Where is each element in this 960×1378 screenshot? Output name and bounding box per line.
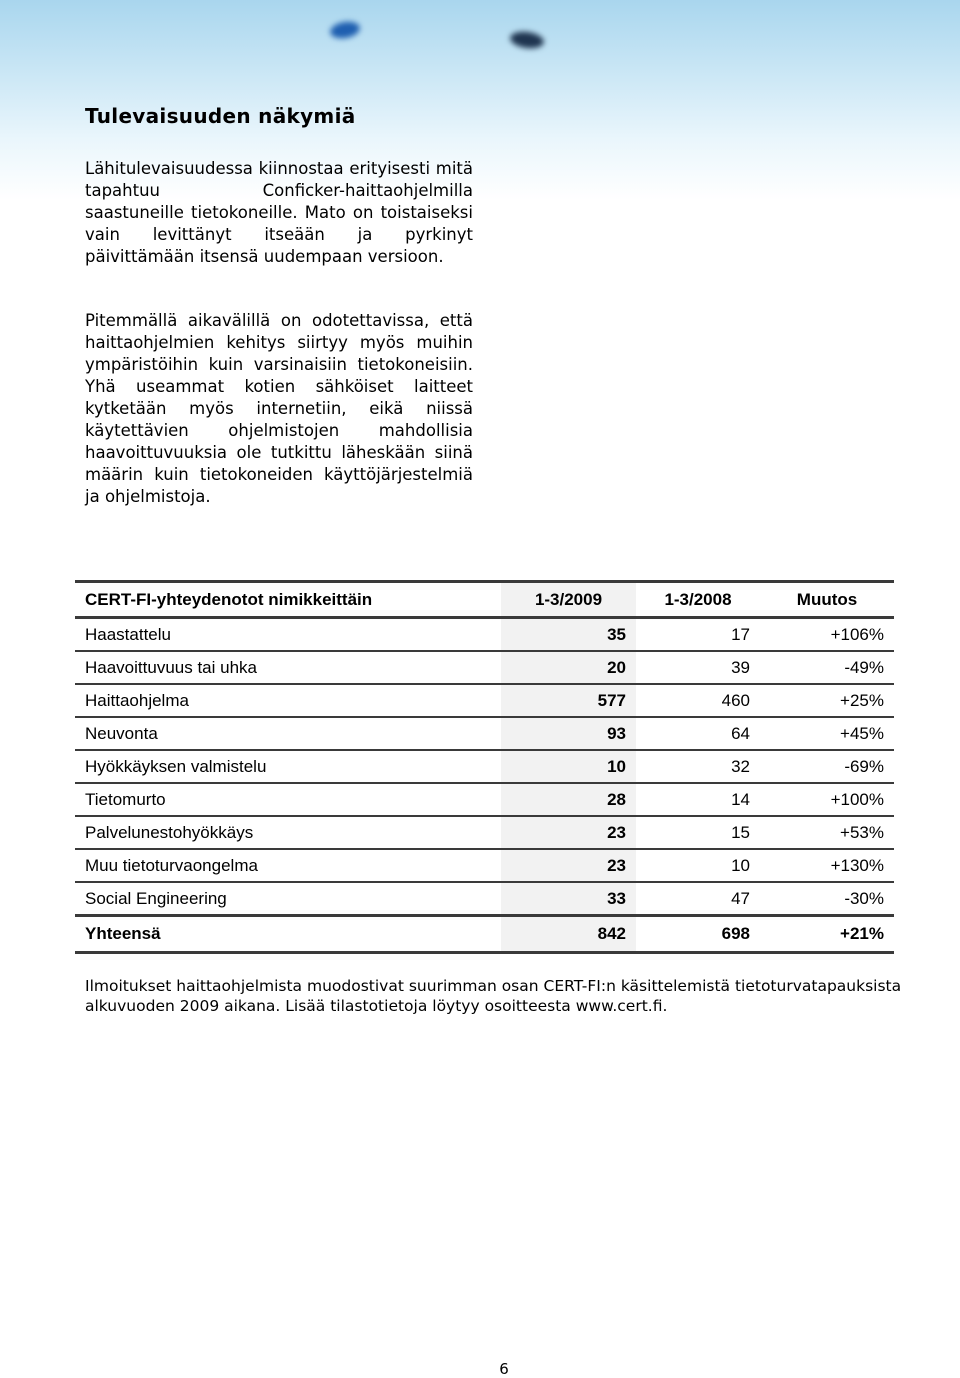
cert-fi-contacts-table [75,580,894,954]
table-header-row [75,582,894,618]
table-row [75,618,894,652]
total-label: Yhteensä [75,916,501,953]
table-row [75,684,894,717]
table-row [75,651,894,684]
row-change: -30% [760,882,894,916]
table-row [75,717,894,750]
row-label: Haastattelu [75,618,501,652]
row-change: -49% [760,651,894,684]
table-row [75,849,894,882]
row-value-2008: 17 [636,618,760,652]
table-total-row [75,916,894,953]
row-value-2009: 28 [501,783,636,816]
row-change: +130% [760,849,894,882]
row-change: +45% [760,717,894,750]
row-value-2008: 10 [636,849,760,882]
table-row [75,882,894,916]
row-value-2009: 20 [501,651,636,684]
row-value-2009: 577 [501,684,636,717]
body-paragraph-2: Pitemmällä aikavälillä on odotettavissa, että haittaohjelmien kehitys siirtyy myös muihin ympäristöihin kuin varsinaisiin tietokoneisiin. Yhä useammat kotien sähköiset laitteet kytketään myös internetiin, eikä niissä käytettävien ohjelmistojen mahdollisia haavoittuvuuksia ole tutkittu läheskään siinä määrin kuin tietokoneiden käyttöjärjestelmiä ja ohjelmistoja. [85,311,473,506]
row-change: -69% [760,750,894,783]
row-change: +106% [760,618,894,652]
total-change: +21% [760,916,894,953]
row-value-2009: 10 [501,750,636,783]
total-value-2009: 842 [501,916,636,953]
row-label: Tietomurto [75,783,501,816]
row-label: Muu tietoturvaongelma [75,849,501,882]
row-value-2008: 47 [636,882,760,916]
row-change: +100% [760,783,894,816]
total-value-2008: 698 [636,916,760,953]
row-label: Social Engineering [75,882,501,916]
table-footnote: Ilmoitukset haittaohjelmista muodostivat suurimman osan CERT-FI:n käsittelemistä tietoturvatapauksista alkuvuoden 2009 aikana. Lisää tilastotietoja löytyy osoitteesta www.cert.fi. [85,977,902,1015]
body-paragraph-1: Lähitulevaisuudessa kiinnostaa erityisesti mitä tapahtuu Conficker-haittaohjelmilla saastuneille tietokoneille. Mato on toistaiseksi vain levittänyt itseään ja pyrkinyt päivittämään itsensä uudempaan versioon. [85,159,473,266]
row-value-2008: 39 [636,651,760,684]
row-value-2008: 64 [636,717,760,750]
column-header-category: CERT-FI-yhteydenotot nimikkeittäin [75,582,501,618]
column-header-2008: 1-3/2008 [636,582,760,618]
row-value-2009: 23 [501,849,636,882]
row-label: Neuvonta [75,717,501,750]
page-number: 6 [499,1360,509,1378]
row-value-2009: 35 [501,618,636,652]
row-value-2009: 33 [501,882,636,916]
table-row [75,750,894,783]
row-value-2008: 460 [636,684,760,717]
row-value-2008: 14 [636,783,760,816]
decorative-blob-dark [509,30,545,51]
row-value-2009: 23 [501,816,636,849]
row-label: Hyökkäyksen valmistelu [75,750,501,783]
page-title: Tulevaisuuden näkymiä [85,104,356,128]
row-value-2008: 15 [636,816,760,849]
column-header-change: Muutos [760,582,894,618]
table-row [75,816,894,849]
row-label: Haittaohjelma [75,684,501,717]
row-value-2008: 32 [636,750,760,783]
column-header-2009: 1-3/2009 [501,582,636,618]
row-change: +53% [760,816,894,849]
decorative-blob-blue [329,20,361,41]
row-change: +25% [760,684,894,717]
row-label: Haavoittuvuus tai uhka [75,651,501,684]
table-row [75,783,894,816]
row-label: Palvelunestohyökkäys [75,816,501,849]
row-value-2009: 93 [501,717,636,750]
